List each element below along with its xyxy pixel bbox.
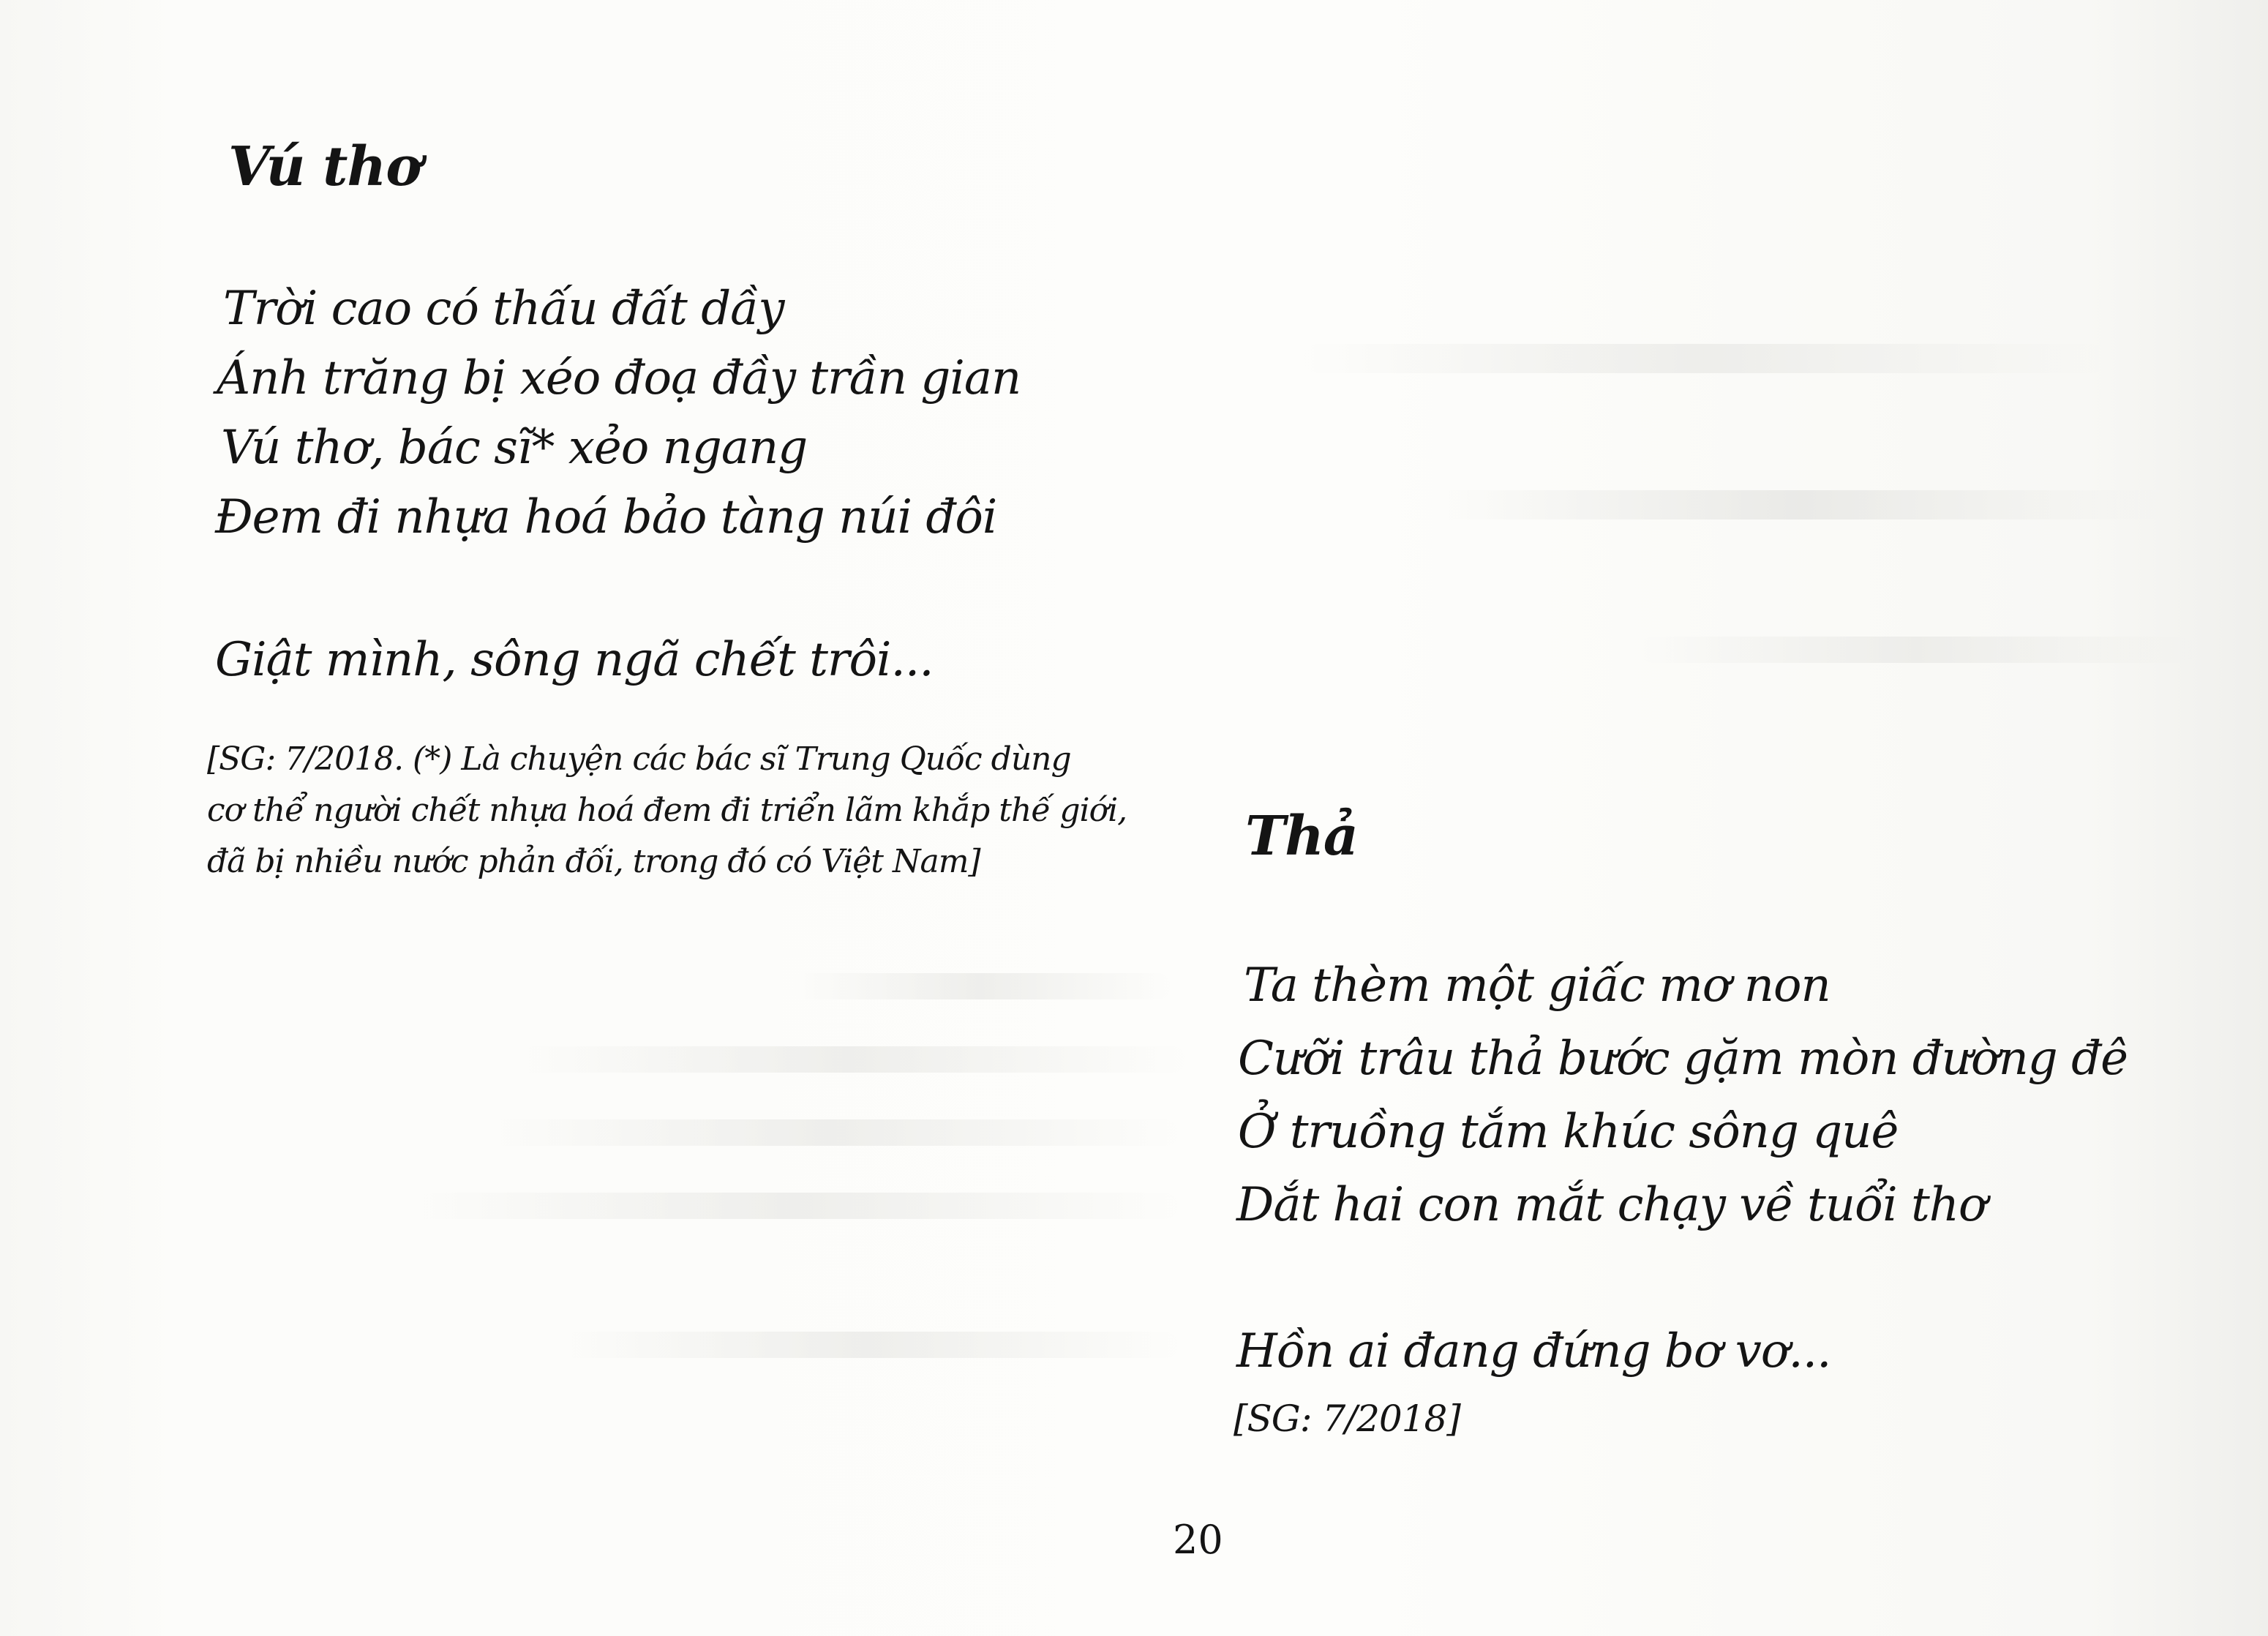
poem-title: Thả (1245, 805, 1358, 868)
footnote-line: đã bị nhiều nước phản đối, trong đó có Việt Nam] (207, 843, 980, 880)
page-number: 20 (1173, 1517, 1223, 1563)
poem-closing-line: Hồn ai đang đứng bơ vơ... (1236, 1324, 1831, 1378)
show-through-line (790, 973, 1171, 999)
poem-line: Ở truồng tắm khúc sông quê (1238, 1105, 1899, 1159)
poem-date-note: [SG: 7/2018] (1233, 1397, 1460, 1440)
poem-line: Ta thèm một giấc mơ non (1244, 958, 1830, 1013)
show-through-line (1302, 344, 2107, 373)
poem-closing-line: Giật mình, sông ngã chết trôi... (215, 633, 934, 687)
footnote-line: cơ thể người chết nhựa hoá đem đi triển lãm khắp thế giới, (207, 792, 1127, 829)
show-through-line (410, 1193, 1178, 1219)
poem-line: Cưỡi trâu thả bước gặm mòn đường đê (1238, 1032, 2128, 1086)
poem-title: Vú thơ (228, 135, 421, 198)
poem-line: Trời cao có thấu đất dầy (223, 282, 784, 336)
show-through-line (556, 1332, 1178, 1358)
poem-line: Ánh trăng bị xéo đoạ đầy trần gian (217, 351, 1021, 405)
poem-footnote (207, 734, 1231, 888)
footnote-line: [SG: 7/2018. (*) Là chuyện các bác sĩ Trung Quốc dùng (207, 740, 1071, 778)
show-through-line (512, 1046, 1185, 1073)
show-through-line (483, 1119, 1178, 1146)
poem-line: Dắt hai con mắt chạy về tuổi thơ (1236, 1178, 1986, 1232)
poem-line: Vú thơ, bác sĩ* xẻo ngang (221, 421, 808, 475)
show-through-line (1434, 490, 2166, 519)
show-through-line (1639, 637, 2195, 663)
poem-line: Đem đi nhựa hoá bảo tàng núi đôi (215, 490, 997, 544)
